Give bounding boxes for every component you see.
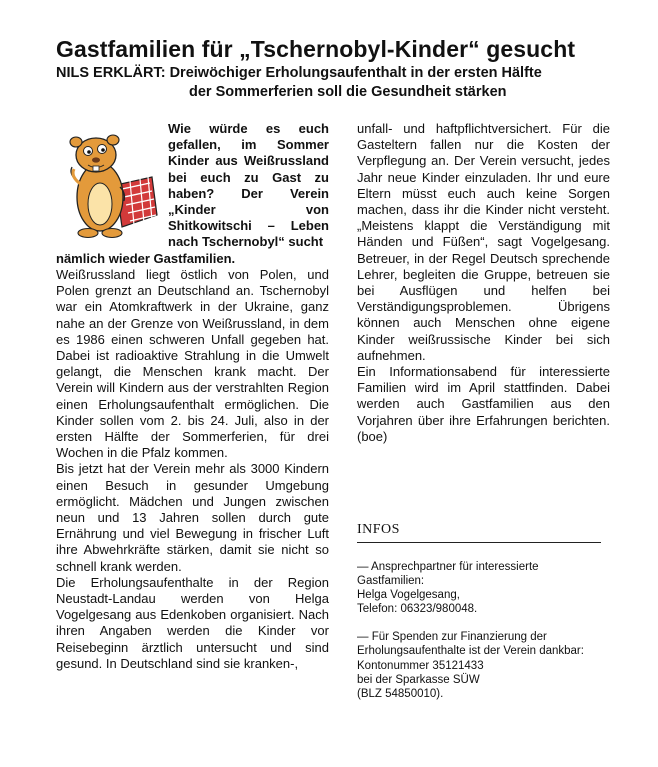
intro-text: Wie würde es euch gefallen, im Sommer Kinder aus Weißrussland bei euch zu Gast zu haben? Der Verein „Kinder von Shitkowitschi – Leben nach Tschernobyl“ sucht bbox=[168, 121, 329, 250]
infos-box bbox=[357, 560, 617, 715]
infos-line: — Ansprechpartner für interessierte bbox=[357, 561, 539, 573]
infos-line: (BLZ 54850010). bbox=[357, 687, 444, 700]
intro-text-tail: nämlich wieder Gastfamilien. bbox=[56, 251, 236, 266]
infos-line: Gastfamilien: bbox=[357, 575, 425, 588]
infos-line: Telefon: 06323/980048. bbox=[357, 603, 478, 616]
infos-contact bbox=[357, 560, 617, 616]
infos-line: Erholungsaufenthalte ist der Verein dankbar: bbox=[357, 645, 584, 658]
article-column-right bbox=[357, 121, 610, 445]
right-paragraph: unfall- und haftpflichtversichert. Für die Gasteltern fallen nur die Kosten der Verpflegung an. Der Verein versucht, jedes Jahr neue Kinder einzuladen. Ihr und eure Eltern müsst euch auch keine Sorgen machen, dass ihr die Kinder nicht versteht. „Meistens klappt die Verständigung mit Händen und Füßen“, sagt Vogelgesang. Betreuer, in der Regel Deutsch sprechende Lehrer, begleiten die Gruppe, betreuen sie bei Ausflügen und helfen bei Verständigungsproblemen. Übrigens können auch Menschen ohne eigene Kinder weißrussische Kinder bei sich aufnehmen. bbox=[357, 121, 610, 363]
infos-line: — Für Spenden zur Finanzierung der bbox=[357, 631, 547, 644]
right-paragraph: Ein Informationsabend für interessierte Familien wird im April stattfinden. Dabei werden auch Gastfamilien aus den Vorjahren über ihre Erfahrungen berichten. (boe) bbox=[357, 364, 610, 444]
subtitle-line-2: der Sommerferien soll die Gesundheit stärken bbox=[189, 84, 507, 100]
article-column-left bbox=[56, 267, 329, 672]
infos-line: Helga Vogelgesang, bbox=[357, 589, 460, 602]
infos-line: Kontonummer 35121433 bbox=[357, 659, 484, 672]
infos-donation bbox=[357, 630, 617, 700]
article-title: Gastfamilien für „Tschernobyl-Kinder“ gesucht bbox=[56, 36, 576, 62]
infos-line: bei der Sparkasse SÜW bbox=[357, 673, 480, 686]
subtitle-line-1: NILS ERKLÄRT: Dreiwöchiger Erholungsaufenthalt in der ersten Hälfte bbox=[56, 65, 542, 81]
left-paragraph: Die Erholungsaufenthalte in der Region Neustadt-Landau werden von Helga Vogelgesang aus Edenkoben organisiert. Nach ihren Angaben werden die Kinder vor Reisebeginn ärztlich untersucht und sind gesund. In Deutschland sind sie kranken-, bbox=[56, 574, 329, 671]
infos-heading: INFOS bbox=[357, 522, 601, 543]
left-paragraph: Bis jetzt hat der Verein mehr als 3000 Kindern einen Besuch in gesunder Umgebung ermöglicht. Mädchen und Jungen zwischen neun und 13 Jahren sollen durch gute Ernährung und viel Bewegung in frischer Luft ihre Abwehrkräfte stärken, damit sie nicht so schnell krank werden. bbox=[56, 461, 329, 574]
left-paragraph: Weißrussland liegt östlich von Polen, und Polen grenzt an Deutschland an. Tschernobyl war ein Atomkraftwerk in der Ukraine, ganz nahe an der Grenze von Weißrussland, in dem es 1986 einen schweren Unfall gegeben hat. Dabei ist radioaktive Strahlung in die Umwelt gelangt, die Menschen krank macht. Der Verein will Kindern aus der verstrahlten Region einen Erholungsaufenthalt ermöglichen. Die Kinder sollen vom 2. bis 24. Juli, also in der ersten Hälfte der Sommerferien, für drei Wochen in die Pfalz kommen. bbox=[56, 267, 329, 461]
beaver-mascot-icon bbox=[58, 127, 158, 252]
article-subtitle bbox=[56, 64, 616, 102]
